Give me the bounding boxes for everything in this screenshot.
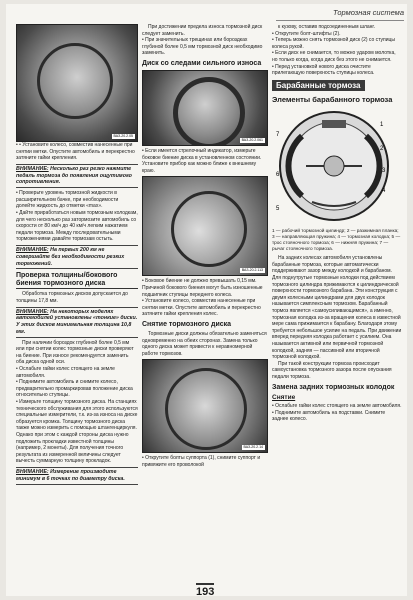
dial-indicator-photo bbox=[142, 176, 268, 276]
page-number: 193 bbox=[196, 583, 214, 598]
paragraph: • При значительных трещинах или бороздках глубиной более 0,5 мм тормозной диск необходимо заменить. bbox=[142, 37, 263, 57]
paragraph: При достижении предела износа тормозной диск следует заменить. bbox=[142, 24, 263, 37]
paragraph: • Если имеется стрелочный индикатор, измерьте боковое биение диска в установленном состоянии. Установите прибор как можно ближе к внешнему краю. bbox=[142, 147, 262, 174]
warning-label: ВНИМАНИЕ: bbox=[16, 468, 49, 475]
section-heading: Снятие тормозного диска bbox=[142, 320, 232, 328]
page bbox=[6, 4, 407, 596]
svg-text:5: 5 bbox=[276, 206, 280, 213]
paragraph: Обработка тормозных дисков допускается до толщины 17,8 мм. bbox=[16, 291, 128, 304]
paragraph: При наличии бороздок глубиной более 0,5 мм или при снятии колес тормозные диски проверяют на биение. При износе рекомендуется заменить оба диска одной оси. bbox=[16, 339, 134, 366]
svg-text:1: 1 bbox=[380, 122, 384, 129]
paragraph: • Ослабьте гайки колес стоящего на земле автомобиля. bbox=[272, 403, 402, 410]
svg-text:6: 6 bbox=[276, 172, 280, 179]
paragraph: • Проверьте уровень тормозной жидкости в расширительном бачке, при необходимости долейте жидкость до отметки «max». bbox=[16, 190, 119, 210]
paragraph: При такой конструкции тормоза происходит самоустановка тормозного зазора после опускания педали тормоза. bbox=[272, 360, 392, 380]
paragraph: • Установите колесо, совместив нанесенные при снятии метки. Опустите автомобиль и перекрестно затяните гайки крепления колес. bbox=[142, 298, 261, 318]
paragraph: • Открутите болты суппорта (1), снимите суппорт и привяжите его проволокой bbox=[142, 455, 261, 468]
svg-text:3: 3 bbox=[382, 168, 386, 175]
section-heading: Замена задних тормозных колодок bbox=[272, 383, 395, 391]
paragraph: • Измерьте толщину тормозного диска. На станциях технического обслуживания для этого используются специальные измерители, т.к. из-за износа на диске образуется кромка. Толщину тормозного диска также можно измерить с помощью штангенциркуля. Однако при этом с каждой стороны диска нужно подложить прокладки известной толщины (например, 2 монеты). Для получения точного результата из измеренной величины следует вычесть суммарную толщину прокладок. bbox=[16, 399, 138, 465]
warning-note bbox=[16, 245, 138, 269]
paragraph: • Перед установкой нового диска очистите прилегающую поверхность ступицы колеса. bbox=[272, 63, 375, 77]
paragraph: • Поднимите автомобиль и снимите колесо, предварительно промаркировав положение диска относительно ступицы. bbox=[16, 379, 133, 399]
paragraph: • Дайте приработаться новым тормозным колодкам, для чего несколько раз затормозите автомобиль со скорости от 80 км/ч до 40 км/ч легким нажатием педали тормоза. Между последовательными торможениями давайте тормозам остыть. bbox=[16, 209, 138, 243]
paragraph: • Теперь можно снять тормозной диск (2) со ступицы колеса рукой. bbox=[272, 37, 395, 50]
section-heading: Барабанные тормоза bbox=[272, 80, 365, 91]
svg-text:2: 2 bbox=[380, 146, 384, 153]
column-right bbox=[272, 24, 402, 423]
photo-tag: ВАЗ-20.2.061 bbox=[241, 137, 263, 142]
svg-text:4: 4 bbox=[382, 188, 386, 195]
figure-caption: 1 — рабочий тормозной цилиндр; 2 — разжимная планка; 3 — направляющая пружина; 4 — тормозная колодка; 5 — трос стояночного тормоза; 6 — нижняя пружина; 7 — рычаг стояночного тормоза. bbox=[272, 228, 401, 252]
brake-disc-shape bbox=[37, 43, 113, 119]
warning-text: Несколько раз резко нажмите педаль тормоза до появления ощутимого сопротивления. bbox=[16, 165, 132, 186]
drum-brake-drawing bbox=[272, 106, 402, 226]
section-heading: Диск со следами сильного износа bbox=[142, 59, 262, 67]
warning-text: На некоторых моделях автомобилей установлены «тонкие» диски. У этих дисков минимальная толщина 10,8 мм. bbox=[16, 308, 138, 335]
warning-text: На первых 200 км не совершайте без необходимости резких торможений. bbox=[16, 246, 125, 267]
brake-caliper-photo bbox=[16, 24, 138, 142]
paragraph: • Боковое биение не должно превышать 0,15 мм. Причиной бокового биения могут быть изношенные подшипник ступицы переднего колеса. bbox=[142, 278, 263, 298]
column-middle bbox=[142, 24, 268, 468]
warning-note bbox=[16, 307, 138, 338]
svg-text:7: 7 bbox=[276, 132, 280, 139]
warning-label: ВНИМАНИЕ: bbox=[16, 165, 49, 172]
paragraph: На задних колесах автомобиля установлены барабанные тормоза, которые автоматически поддерживают зазор между колодкой и барабаном. Для поднутрутые тормозные колодки под действием тормозного цилиндра прижимаются к цилиндрической поверхности тормозного барабана. Эти конструкция с двумя колесными цилиндрами для двух колодок называется симплексным тормозом. Барабанный тормоз является «самоусиливающимся», а именно, тормозная колодка из-за вращения колеса в известной мере сама прижимается к барабану. Благодаря этому требуется небольшое усилие на педаль. При движении вперед передняя колодка работает с усилием. Она называется активной или первичной тормозной колодкой, задняя — пассивной или вторичной тормозной колодкой. bbox=[272, 255, 402, 361]
section-heading: Проверка толщины/бокового биения тормозного диска bbox=[16, 272, 138, 289]
paragraph: • Ослабьте гайки колес стоящего на земле автомобиля. bbox=[16, 366, 115, 379]
warning-label: ВНИМАНИЕ: bbox=[16, 308, 49, 315]
warning-note bbox=[16, 467, 138, 485]
warning-text: Измерение производите минимум в 6 точках по диаметру диска. bbox=[16, 468, 125, 482]
warning-label: ВНИМАНИЕ: bbox=[16, 246, 49, 253]
warning-note bbox=[16, 164, 138, 188]
drum-brake-diagram bbox=[272, 106, 402, 226]
paragraph: к кузову, оставив подсоединенным шланг. bbox=[278, 24, 376, 30]
column-left bbox=[16, 24, 138, 487]
brake-disc-shape bbox=[173, 77, 245, 146]
brake-disc-shape bbox=[171, 191, 247, 267]
paragraph: • • Установите колесо, совместив нанесенные при снятии метки. Опустите автомобиль и перекрестно затяните гайки крепления. bbox=[16, 142, 138, 162]
paragraph: • Если диск не снимается, то можно ударом молотка, но только когда, когда диск без этого не снимается. bbox=[272, 50, 396, 63]
photo-tag: ВАЗ-20.2.113 bbox=[241, 268, 263, 273]
worn-disc-photo bbox=[142, 70, 268, 146]
caliper-removal-photo bbox=[142, 359, 268, 453]
brake-disc-shape bbox=[165, 368, 247, 450]
subsection-heading: Снятие bbox=[272, 393, 296, 401]
section-heading: Элементы барабанного тормоза bbox=[272, 94, 393, 104]
photo-tag: ВАЗ-20.2.14 bbox=[243, 445, 263, 450]
photo-tag: ВАЗ-20.2.05 bbox=[113, 134, 133, 138]
paragraph: • Поднимите автомобиль на подставки. Снимите заднее колесо. bbox=[272, 409, 386, 423]
paragraph: Тормозные диски должны обязательно заменяться одновременно на обеих сторонах. Замена только одного диска может привести к неравномерной работе тормозов. bbox=[142, 330, 267, 357]
running-header: Тормозная система bbox=[276, 8, 404, 21]
paragraph: • Открутите болт-штифты (2). bbox=[272, 30, 341, 37]
